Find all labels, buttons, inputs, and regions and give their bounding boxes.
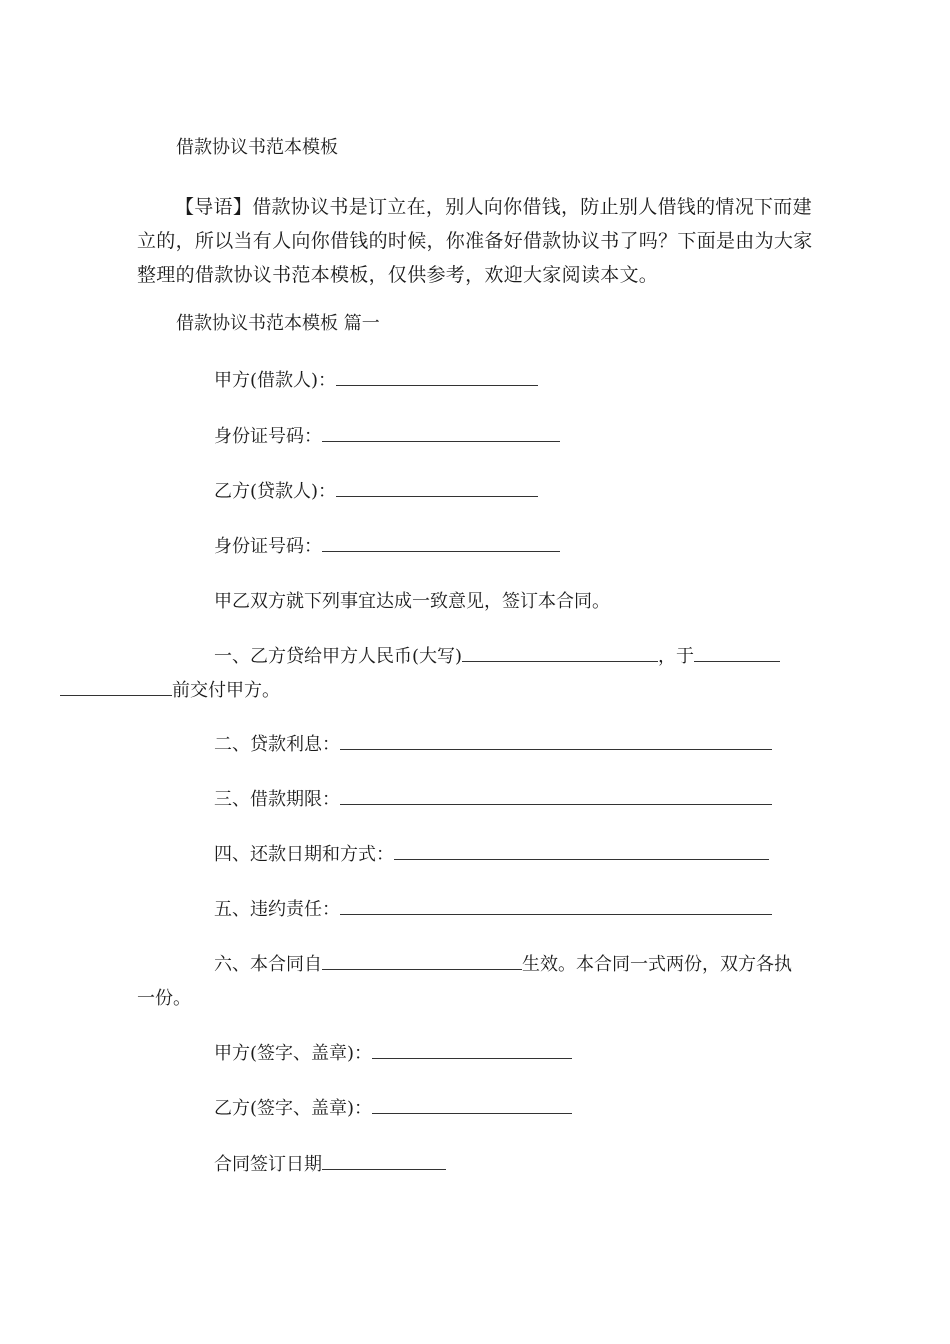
repayment-blank[interactable] xyxy=(394,843,769,860)
effective-date-blank[interactable] xyxy=(322,953,522,970)
sign-b-row xyxy=(214,1097,572,1120)
id-b-blank[interactable] xyxy=(322,535,560,552)
clause-6 xyxy=(137,948,807,1016)
id-b-label: 身份证号码： xyxy=(214,536,322,557)
sign-a-blank[interactable] xyxy=(372,1042,572,1059)
clause-3-label: 三、借款期限： xyxy=(214,789,340,810)
term-blank[interactable] xyxy=(340,788,772,805)
clause-1-mid: ，于 xyxy=(658,646,695,667)
agreement-text: 甲乙双方就下列事宜达成一致意见，签订本合同。 xyxy=(214,591,610,612)
clause-2-label: 二、贷款利息： xyxy=(214,734,340,755)
clause-4-label: 四、还款日期和方式： xyxy=(214,844,394,865)
party-b-blank[interactable] xyxy=(336,480,538,497)
id-a-label: 身份证号码： xyxy=(214,426,322,447)
id-a-blank[interactable] xyxy=(322,425,560,442)
party-a-label: 甲方(借款人)： xyxy=(214,370,337,391)
clause-1 xyxy=(137,640,807,708)
section-title: 借款协议书范本模板 篇一 xyxy=(176,313,380,334)
clause-3-row xyxy=(214,788,772,811)
clause-1-suffix: 前交付甲方。 xyxy=(172,680,280,701)
id-a-row xyxy=(214,425,560,448)
clause-5-label: 五、违约责任： xyxy=(214,899,340,920)
clause-1-prefix: 一、乙方贷给甲方人民币(大写) xyxy=(214,646,463,667)
sign-a-label: 甲方(签字、盖章)： xyxy=(214,1043,373,1064)
clause-2-row xyxy=(214,733,772,756)
liability-blank[interactable] xyxy=(340,898,772,915)
sign-date-label: 合同签订日期 xyxy=(214,1154,322,1175)
party-b-row xyxy=(214,480,538,503)
sign-a-row xyxy=(214,1042,572,1065)
amount-blank[interactable] xyxy=(462,645,658,662)
sign-b-label: 乙方(签字、盖章)： xyxy=(214,1098,373,1119)
date-blank-1[interactable] xyxy=(694,645,780,662)
intro-paragraph: 【导语】借款协议书是订立在，别人向你借钱，防止别人借钱的情况下而建立的，所以当有人向你借钱的时候，你准备好借款协议书了吗？下面是由为大家整理的借款协议书范本模板，仅供参考，欢迎大家阅读本文。 xyxy=(137,196,813,286)
sign-date-blank[interactable] xyxy=(322,1153,446,1170)
sign-date-row xyxy=(214,1153,446,1176)
id-b-row xyxy=(214,535,560,558)
date-blank-2[interactable] xyxy=(60,679,172,696)
sign-b-blank[interactable] xyxy=(372,1097,572,1114)
party-b-label: 乙方(贷款人)： xyxy=(214,481,337,502)
clause-4-row xyxy=(214,843,769,866)
clause-5-row xyxy=(214,898,772,921)
interest-blank[interactable] xyxy=(340,733,772,750)
document-title: 借款协议书范本模板 xyxy=(176,137,338,158)
party-a-blank[interactable] xyxy=(336,369,538,386)
party-a-row xyxy=(214,369,538,392)
clause-6-prefix: 六、本合同自 xyxy=(214,954,322,975)
clause-6-suffix: 生效。本合同一式两份，双方各执一份。 xyxy=(137,954,792,1009)
